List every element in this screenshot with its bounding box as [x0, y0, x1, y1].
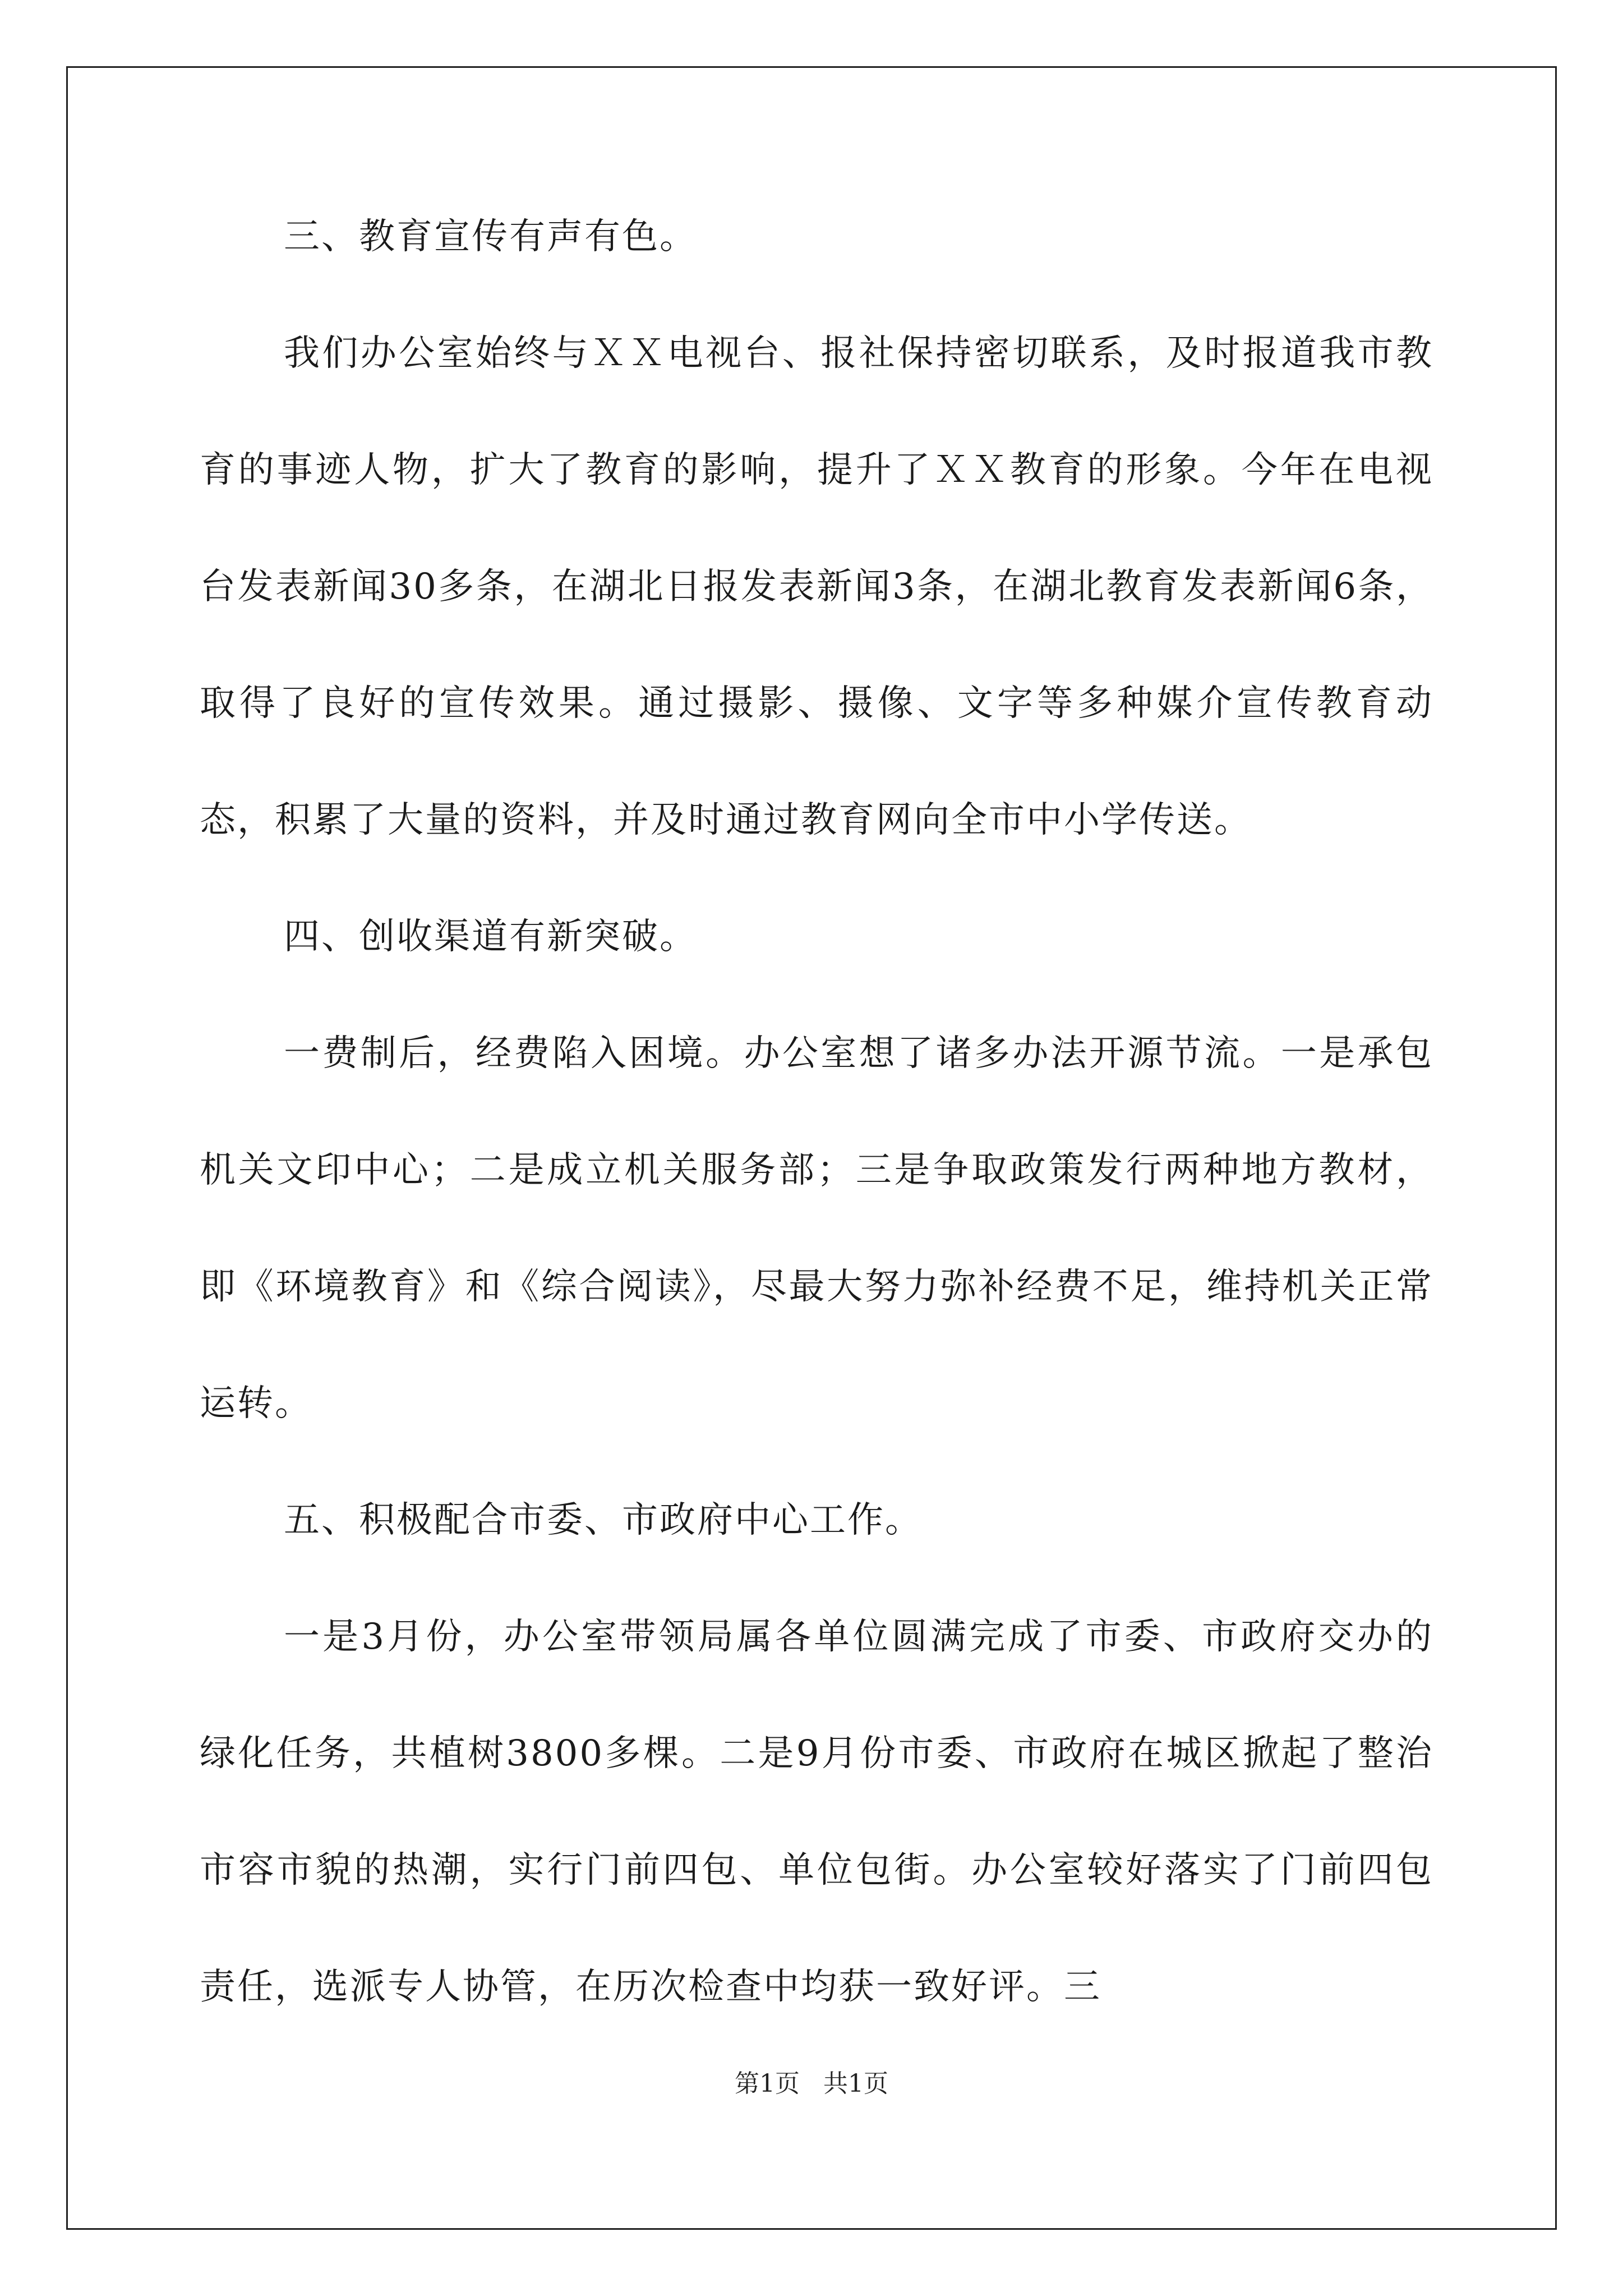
section-heading-4: 四、创收渠道有新突破。: [284, 916, 697, 958]
page-total: 共1页: [823, 2069, 888, 2098]
section-heading-3: 三、教育宣传有声有色。: [284, 216, 697, 257]
section-heading-5: 五、积极配合市委、市政府中心工作。: [284, 1499, 923, 1541]
section-paragraph-5: 一是3月份，办公室带领局属各单位圆满完成了市委、市政府交办的绿化任务，共植树3800多棵。二是9月份市委、市政府在城区掀起了整治市容市貌的热潮，实行门前四包、单位包街。办公室较好落实了门前四包责任，选派专人协管，在历次检查中均获一致好评。三: [200, 1616, 1433, 2008]
section-paragraph-4: 一费制后，经费陷入困境。办公室想了诸多办法开源节流。一是承包机关文印中心；二是成立机关服务部；三是争取政策发行两种地方教材，即《环境教育》和《综合阅读》，尽最大努力弥补经费不足，维持机关正常运转。: [200, 1033, 1433, 1424]
page-number: 第1页: [735, 2069, 800, 2098]
section-paragraph-3: 我们办公室始终与ＸＸ电视台、报社保持密切联系，及时报道我市教育的事迹人物，扩大了教育的影响，提升了ＸＸ教育的形象。今年在电视台发表新闻30多条，在湖北日报发表新闻3条，在湖北教育发表新闻6条，取得了良好的宣传效果。通过摄影、摄像、文字等多种媒介宣传教育动态，积累了大量的资料，并及时通过教育网向全市中小学传送。: [200, 333, 1433, 841]
page-footer: [0, 2063, 1623, 2099]
document-body: [200, 178, 1433, 2045]
